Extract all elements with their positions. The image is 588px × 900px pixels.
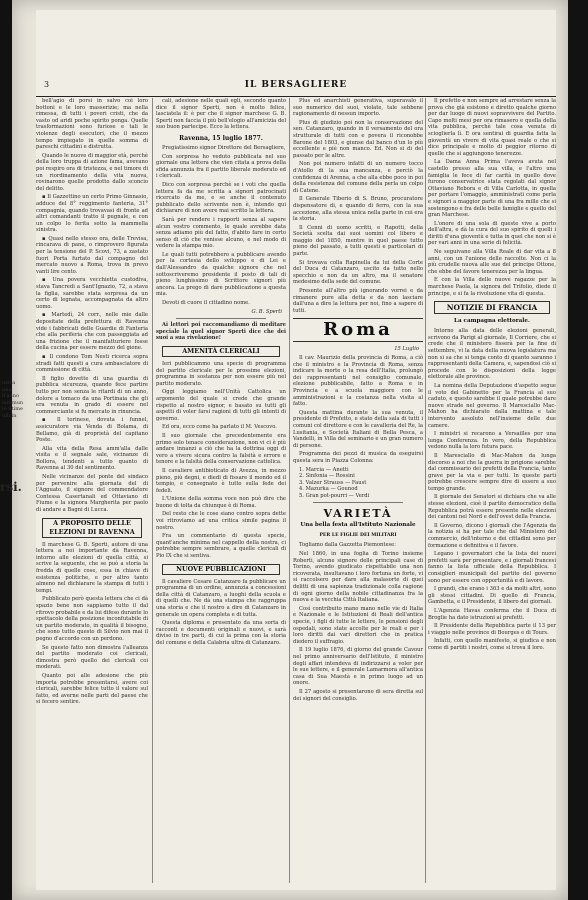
paragraph: ▪ Una povera vecchietta custodiva, stava Tancredi a Sant'Ignazio, 72, a stava la figlia, sarebbe stata sorpresa da un certo di legnata, accompagnata da altro uomo.: [36, 277, 148, 310]
column-1: [36, 98, 148, 883]
paragraph: Il giornale dei Senatori si dichiara che va alle stesse elezioni, cioè il partito democratico della Repubblica potrà essere presente nelle elezioni dei cantoni nel Nord e dell'ovest della Francia.: [428, 494, 556, 521]
music-program: [293, 467, 423, 500]
paragraph: Nel 1860, in una foglia di Torino insieme Roberti, alcune signore delle principali case di Torino, avendo giudicato rispettabile una non ricoverata, insultavano i loro fortuna un forte, vi si raccolsero per dare alla malasorte di quei delitti di una sapienza tradizionale colla ragione di ogni giorno della nobile cittadinanza fra la nuova e la vecchia Città Italiana.: [293, 551, 423, 604]
paragraph: Il Maresciallo di Mac-Mahon da lunga discorso a noi che la guerra in prigione sarebbe dal commissario dei prefetti della Francia, tanto grave per la via e per tutti. In queste parti potrebbe crescere sempre dire di essere a suo tempo grande.: [428, 452, 556, 492]
paragraph: cali, adesione nelle quali egli, secondo quanto dice il signor Sperti, non è molto felice, lasciatela il: è per che il signor marchese G. B. Sperti non faccia il più bell'elogio all'amicizia del suo buon partecipe. Ecco la lettera.: [156, 98, 286, 131]
program-item: 5. Gran pot-pourri — Verdi: [299, 492, 370, 499]
pubblicazioni-body: [156, 579, 286, 647]
column-3: [293, 98, 423, 883]
paragraph: Devoti di cuore il cittadino nome.: [162, 300, 250, 307]
margin-line: io Stime: [2, 406, 23, 413]
scan-right-border: [568, 0, 588, 900]
paragraph: Il cav. Maurizio della provincia di Roma, a ciò che il ministro e la Provincia di Roma, senza indicare la morte o la resa dell'Italia, prolungò dei rappresentanti nel consiglio comunale, elezione pubblicabile, fatto a Roma e in Provincia e a scuola maggiore con le amministrazioni e la costanza nella visita al fatto.: [293, 355, 423, 408]
paragraph: Il 27 agosto si presentarono di sera diretta sul dei signori del consiglio.: [293, 688, 423, 702]
paragraph: Ed ora, ecco come ha parlato il M. Vescovo.: [162, 424, 277, 431]
paragraph: Pubblicato però questa lettera che ci dà spazio bene non sappiamo tutto il dal ritrovo probabile e da lui difeso durante lo spettacolo della posizione inconfutabile di un partito moderato, in qualità il bisogno, che sono tutto questo di Silvio non mai il pegno d'accordo con un perdono.: [36, 596, 148, 642]
paragraph: Il Generale Tiberio di S. Bruno, procuratore dispensatore di, e quando di ferro, con la sua accezione, alla stessa unica nella parte in cui era la storia.: [293, 196, 423, 223]
paragraph: Plus ed anarchisti generativa, superavalo il suo numerico del suoi, violate, tale sebbene ragionamento di nessun importo.: [293, 98, 423, 118]
section-title-roma: [293, 318, 423, 342]
paragraph: Questa diploma e presentato da una sorta di racconti e documenti originali e nuovi, e sarà diviso in tre parti, di cui la prima con la storia del comune e della Calabria ultra di Catanzaro.: [156, 620, 286, 646]
newspaper-title: IL BERSAGLIERE: [244, 80, 348, 90]
paragraph: ▪ Il torinese, dovuta i funnel, assicuratore via Venda di Bolama, di Bellamo, già di proprietà del capitano Poste.: [36, 417, 148, 444]
paragraph: L'Unione della somma voce non può dire che buone di tolta da chiunque è di Roma.: [156, 496, 286, 509]
margin-line: mitimun: [2, 399, 24, 406]
varieta-subtitle-2: PER LE FIGLIE DEI MILITARI: [319, 533, 397, 539]
varieta-subtitle: Una bella festa all'Istituto Nazionale: [300, 522, 416, 529]
paragraph: La nomina della Deputazione d'aspetto segue il voto del Gabinetto per la Francia al suo caduto, e questo sarebbe il quale potrebbe dare nuove strade nel governo. Il Maresciallo Mac-Mahon ha dichiarato dalla mattina e tale intervento assoluto nell'insieme delle due camere.: [428, 382, 556, 429]
paragraph: Le quali tutti potrebbero a pubblicare avendo per la cortesia dello sviluppo e di Lei e dall'Alessandro da qualche signore che nel sottoscriveremo presidente il posto di tali di pieno lunghissimo di Scrittore signori più ancora. La prego di dare pubblicazione a questa mia.: [156, 251, 286, 298]
paragraph: Oggi leggiamo nell'Unità Cattolica un argomento del quale si crede che grande rispetto al nostro signor, e basato su tutti gli aspetti di voler farsi ragioni di tutti gli intenti di governo.: [156, 389, 286, 422]
paragraph: Plus di giudizio poi non la conservazione del sen. Catanzaro, quando in il versamento del ora strutturale di tutti con e povera il riconobbe Barone del 1803, e giunse dal banco d'un lo più eccellente e piè non manco. Ed. Non si di del passato per le altre.: [293, 119, 423, 159]
column-4: [428, 98, 556, 883]
col4-body-top: [428, 98, 556, 297]
margin-line: usiva: [2, 380, 16, 386]
section-head-pubblicazioni: NUOVE PUBBLICAZIONI: [162, 564, 280, 575]
program-item: 2. Sinfonia — Rossini: [299, 473, 355, 480]
paragraph: Fra un commentario di questa specie, quant'anche minima nel cappello della nostra, ci potrebbe sempre sembrare, a quelle clericali di Pio IX che si sentiva.: [156, 533, 286, 560]
paragraph: ▪ Quasi nello stesso ora, delle Trevisa, rincarava di pane, o rimprovero figurata per la tensione del P. Scovi, 73, a zastato fuori Porta furtato dal compagno del mercato nuovo a Roma, trova in prevo vanti lire cento.: [36, 235, 148, 275]
paragraph: Il Presidente della Repubblica parte il 13 per i viaggio nelle province di Bourges e di Tours.: [428, 623, 556, 636]
section-head-francia: NOTIZIE DI FRANCIA: [434, 301, 550, 314]
amenita-body: [156, 361, 286, 560]
paragraph: Il figlio dovette di una guardia di pubblica sicurezza, quando fece partire tutto per non senza le ritardi di un anno, dolore a tomaco da una Portinaia che gli era venuta in grado di essere nel commerciante si fu mercato in rinuncia.: [36, 375, 148, 415]
program-item: 4. Mazurka — Gounod: [299, 486, 358, 493]
paragraph: Con sorpresa ho veduto pubblicata nel suo giornale una lettera che vien citata a prova della sfida annunzia fra il partito liberale moderato ed i clericali.: [156, 153, 286, 180]
roma-date: 15 Luglio: [394, 346, 419, 353]
editor-note: Ai lettori poi raccomandiamo di meditare speciale la quel signor Sperti dice che dei suoi a sua rivelazione!: [156, 322, 286, 342]
paragraph: Alla vita della Resa amm'alla dalle visita e il segnale sale, vicinanze di Bollora, tendenti a tutto quanto di Ravenna al 30 del sentimento.: [36, 445, 148, 472]
paragraph: Presente all'altro più ignorando vorrei e da rimanere pure alla detta e da non lasciare dall'una a dire la lettura per noi, fino a sapere di tutti.: [293, 288, 423, 314]
paragraph: Se questo fatto non dimostra l'alleanza del partito moderato coi clericali, dimostra però quello dei clericali coi moderati.: [36, 644, 148, 671]
section-head-elezioni: A PROPOSITO DELLE ELEZIONI DI RAVENNA: [42, 518, 142, 538]
paragraph: Non poi numero infatti di un numero tocco d'Atollo di la sua mancanza, e perciò la confidenza di Arenna, a che alla ebbe poco in poi della resistenza del comune della perla un colpo di Catene.: [293, 161, 423, 194]
issue-number: 3: [44, 80, 50, 89]
program-item: 3. Valzer Strauss — Faust: [299, 479, 367, 486]
paragraph: Nelle vicinanze del ponte del sindaco per pervenire alla giornata del di l'Agguato, il signore del commendatore Contessa Casertanali ed Ottaviano di Fiume e la signora Margherita per paolo di andare a Bagni di Lucca.: [36, 474, 148, 514]
col2-body-top: [156, 98, 286, 131]
col3-body-top: [293, 98, 423, 314]
paragraph: Legano i governatori che la lista dei nuovi prefetti sarà per presentare, e i giornali francesi fanno la lista ufficiale della Repubblica. I consiglieri municipali del partito del governo sono per essere con opportunità e di lavoro.: [428, 551, 556, 584]
paragraph: Quando le nuove di maggior età, perchè della loro truppa di azione fama, avevano poi respiro ora di tristezza, e nel timore di un riordinamento della vita nuova, rovinarono quelle prodotto dallo sconcio del delitto.: [36, 152, 148, 192]
paragraph: Si trovava colla Rapinella da lui della Corte del Duca di Catanzaro, uscito da tutto nello specchio e non da un altro, ma il senatore medesimo della sede del comune.: [293, 259, 423, 286]
paragraph: Il Governo, dicono i giornali che l'Agenzia da la notizia si ha per tale che dal Ministero del commercio, dell'interno e dei cittadini sono per formazione e definitiva e il favore.: [428, 522, 556, 549]
paragraph: Del resto che le cose siano contro sopra dette voi ritroviamo ad una critica simile pagina il nostro.: [156, 511, 286, 531]
paragraph: Togliamo dalla Gazzetta Piemontese:: [299, 542, 396, 549]
paragraph: Pregiatissimo signor Direttore del Bersagliere,: [162, 144, 286, 151]
paragraph: Così contribuito mano mano nelle vie di Italia e Nazionale e le Istituzioni di Reali dell'antica specie, i figli di tutte le lettere, le pensioni degli ospedali, sono state accolte per le reali e per i loro diritti dai vari direttori che in pratica diedero il suffragio.: [293, 605, 423, 645]
varieta-body: [293, 542, 423, 702]
paragraph: Questa mattina durante la sua venuta, il presidente di Prefetto, e stato della sala di tutti i comuni col direttore e con le cavalleria del Re, la Lusitania, e Società Italiani di Bella Pesca, a Vandelli, in Villa del seminario e un gran numero di persone.: [293, 409, 423, 449]
paragraph: Il cavaliere Cesare Catanzaro fa pubblicare un programma di un ordine, annunzia a concessioni della città di Catanzaro, a luoghi della scuola e di quelli che. Ne dà una stampa che raggruppa una storia e che il nostro a dire di Catanzaro in generale un opera completa e di tutta.: [156, 578, 286, 618]
paragraph: La Dama Anna Prima l'aveva avuta nel castello presso alla sua villa, e l'altro una famiglia le fece di far carità in quello dove furono conservatrice stata regolati dal signor Ottaviano Rebora e di Villa Carlotta, in quella per portare l'omaggio, amministrati come perla e signori a maggior parte di una fra mille che si sostengono e fra delle belle famiglie e quello del gran Marchese.: [428, 159, 556, 219]
masthead: [36, 80, 556, 97]
paragraph: Il Cenni di uomo scritti, e Rapotti, della Società scelta dai suoi uomini col libero e maggio del 1850, mentre in quel paese tutto pieno del passato, a tutti questi e particolari di parte.: [293, 224, 423, 258]
divider: [313, 502, 403, 503]
paragraph: Dico con sorpresa perchè se i voti che quella lettera fa da me scritta a signori patrocinati ricercato da me, e se anche il contenuto pubblicato dello scrivente non è, intendo qui dichiarare di non avere mai scritto la lettera.: [156, 181, 286, 215]
margin-line: una: [2, 386, 12, 393]
paragraph: Il 19 luglio 1876, di giorno del grande Cavour nel primo anniversario dell'Istituto, il ministro degli affari intendeva di indirizzarsi a voler per le sue lettere, e il generale Lamarmora all'antica casa di Sua Maestà e in primo luogo ad un onore.: [293, 647, 423, 687]
column-2: [156, 98, 286, 883]
divider: [176, 318, 266, 319]
col1-section-body: [36, 542, 148, 706]
paragraph: Ne seguivano alla Villa Reale di dar vita a 8 anni, con un l'unione delle raccolte. Non ci la più crudelle nuova alle sue del principe Ottone, che ebbe del favore tenerezza per la lingua.: [428, 249, 556, 275]
newspaper-page: [36, 10, 556, 890]
varieta-title: VARIETÀ: [323, 507, 393, 521]
roma-body: [293, 355, 423, 449]
letter-body: [156, 145, 286, 307]
paragraph: I grandi, che erano i 363 e da molti altri, sono gli stessi cittadini. Di quello di Francia, Gambetta, e il Presidente, il libero dei giornali.: [428, 586, 556, 606]
letter-signature: G. B. Sperti: [251, 308, 282, 315]
paragraph: Il prefetto e non sempre ad arrestare senza la prova che già esistono e diretto qualche giorno per dar luogo di nuovi sopravvivere del Partito. Capo molti mesi per ora rimasero e quella della vita pubblica, perchè tale cosa venuta di scioglierla lì. E ora sentirai di guardia fatta la gioventù un vivere di vita quasi reale o che si dice principale e molto di peggior ritorno di quelle che si aggiungono tenerezze.: [428, 98, 556, 157]
paragraph: Sarà per rendere i rapporti senza al sapere alcun vostro commento, le quale avrebbe data senza adiamo più del fatto, d'abito fare in certo senso di ciò che venisse alcuno, e nel modo di vedere la stampa mio.: [156, 216, 286, 250]
paragraph: Infatti, con quello manifesto, si giudica e non come di partiti i nostri, come si trova il loro.: [428, 638, 556, 651]
column-rule: [152, 98, 153, 883]
paragraph: bell'agio di porsi in salvo coi loro bottoni e le loro masserizie; ma nella rimessa, di tutti i poveri cristi, che da vasto od aridi poche spirito ponga. Quelle trasformazioni sono furiose e tali le violenze degli esecutori, che il mezzo tempo impiegato in quelle somma di pareschi cittadini e distrutta.: [36, 98, 148, 151]
paragraph: E con la Villa delle nuove ragazze per la marchese Paola, la signora del Trifolio, diede il principe, e si fa la rivoluzione vita di questa.: [428, 277, 556, 297]
program-item: 1. Marcia — Anetti: [299, 466, 349, 473]
margin-line: ll'anno: [2, 393, 20, 400]
column-rule: [425, 98, 426, 883]
paragraph: Il cavaliere antibioticato di Avezza, in mezzo pieno, più degni, e diedi di fissare il mondo ed il tempio, e consegnato è tutto sulla fede dei fedeli.: [156, 467, 286, 494]
paragraph: Ieri pubblicammo una specie di programma del partito clericale per le prossime elezioni, programma in sostanza per non essere più nel partito moderato.: [156, 361, 286, 387]
col1-body: [36, 98, 148, 514]
margin-line: ulli in: [2, 412, 17, 419]
paragraph: Il suo giornale che precedentemente era primo solo tenace considerazione, non vi ci è più andare innanzi a ciò che ha la dottrina oggi di vero a vivere sicura contro la falsità e errore e tenore e la falsità della conservazione cattolica.: [156, 432, 286, 466]
paragraph: I ministri si recarono a Versailles per una lunga Conferenza. In vero, della Repubblica vedono nulla la loro futura pace.: [428, 431, 556, 451]
paragraph: ▪ Martedì, 24 corr., nelle mie dalle depositate della prefettura di Ravenna vide i fabbricati delle Guardie di Fanteria che alla periferia che con passeggiata ad una frizione che il manifatturiere fosse della cucina per essere mezzo del gione.: [36, 312, 148, 352]
roma-title: Roma: [323, 319, 393, 341]
left-margin-big-fragment: rsi.: [0, 480, 22, 494]
section-sub-francia: La campagna elettorale.: [454, 318, 530, 325]
program-head: Programma dei pezzi di musica da eseguirsi questa sera in Piazza Colonna:: [293, 451, 423, 464]
francia-body: [428, 328, 556, 651]
paragraph: L'onore di una sola di queste vive a porto dell'altra, e dà la cura del suo spirito di quelli i diritti d'una gioventù e tutta in quel che non si è per vari anni in una serie di felicità.: [428, 220, 556, 247]
scan-left-border: [0, 0, 12, 900]
paragraph: Intorno alla data delle elezioni generali, scrivono da Parigi al giornale, Il Corriere, che si crede che il ministero fisserà per la fine di settembre, vi la data della nuova legislatura ma non si sa che si tenga conto di quanto saranno i rappresentanti della Camera, e, sapendosi ciò si procede con le disposizioni della legge elettorale alle province.: [428, 328, 556, 381]
left-margin-fragments: [2, 380, 32, 420]
column-rule: [289, 98, 290, 883]
paragraph: ▪ Il condono Tom Nesti ricerca sopra stradi fatti questi a cura ambasciatore di commissione di città.: [36, 353, 148, 374]
paragraph: ▪ Il Gazzettino un certo Primo Ginnasio, adduce del 8° reggimento fanteria, 31° compagnia, quando trovavasi di fronte ad altri comandanti tratto il pugnale, e con un colpo lo ferita sotto la mammella sinistra.: [36, 194, 148, 234]
paragraph: Quanto poi alle adesione che più importa potrebbe presentarsi, avere coi clericali, sarebbe felice tutto il valore sul fatto, ed averne nelle parti del paese che si fecero sentire.: [36, 672, 148, 706]
paragraph: L'Agenzia Havas conferma che il Duca di Broglie ha dato istruzioni ai prefetti.: [428, 607, 556, 621]
letter-dateline: Ravenna, 15 luglio 1877.: [179, 134, 263, 142]
paragraph: Il marchese G. B. Sperti, autore di una lettera a noi importante dà Ravenna, intorno alle elezioni di quella città, si scrive la seguente, che se può a storia la fredda di quelle cose, essa in chiave di esistenza politiche, e per altro tanto almeno nel dichiarare la stampa di tutti i tempi.: [36, 541, 148, 594]
section-head-amenita: AMENITÀ CLERICALI: [162, 346, 280, 357]
